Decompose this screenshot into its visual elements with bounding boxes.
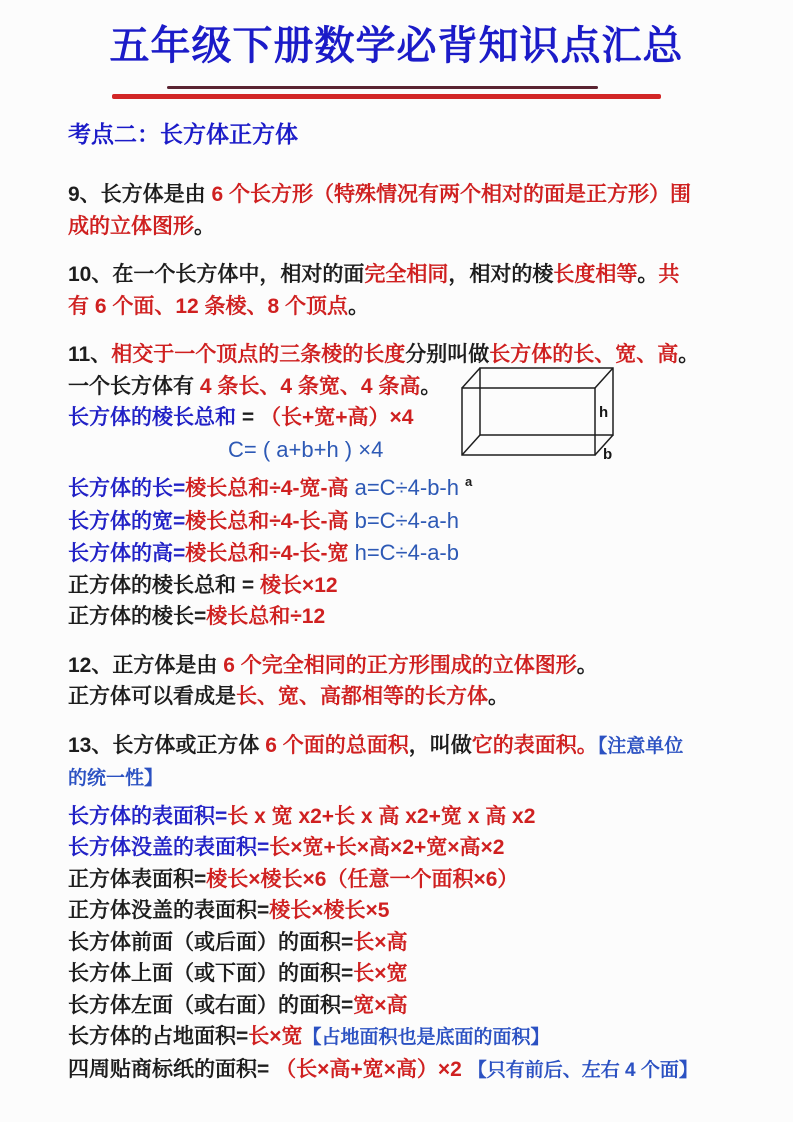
text-span: 长 x 宽 x2+长 x 高 x2+宽 x 高 x2 [227,804,536,828]
text-line [68,371,773,403]
text-span: 长方体的长、宽、高 [489,343,679,366]
text-span: C= ( a+b+h ) ×4 [228,436,384,462]
text-line [68,466,773,505]
text-span: 13、长方体或正方体 [68,733,266,757]
text-span: 长方体的表面积= [68,804,228,828]
text-span: 11、 [68,343,112,366]
text-span: 棱长×棱长×6（任意一个面积×6） [206,867,519,891]
text-line [68,832,773,864]
text-span: 正方体没盖的表面积= [68,899,270,922]
cuboid-label-b: b [603,446,613,463]
text-span: 长、宽、高都相等的长方体 [236,685,488,708]
text-span: ，叫做 [408,733,472,757]
text-span: （长×高+宽×高）×2 [275,1057,468,1081]
text-span: 的统一性】 [68,768,164,789]
text-span: = [241,406,260,429]
text-line [68,927,773,959]
text-span: （长+宽+高）×4 [259,406,414,429]
text-span: 棱长总和÷4-长-宽 [185,542,349,565]
cuboid-diagram [450,360,622,468]
text-line [68,570,773,602]
text-span: a=C÷4-b-h [348,475,459,500]
text-span: 正方体可以看成是 [68,685,236,708]
text-span: 成的立体图形 [68,214,194,238]
cuboid-label-h: h [599,404,609,421]
text-span: 棱长总和÷4-长-高 [185,509,349,533]
text-span: ，相对的棱 [448,263,554,286]
text-line [68,990,773,1022]
text-line [68,601,773,633]
text-span: a [464,474,473,489]
text-span: 长×宽 [353,962,408,985]
text-span: 有 6 个面、12 条棱、8 个顶点 [68,294,349,318]
text-span: 长×宽 [248,1025,303,1048]
text-span: 6 个长方形（特殊情况有两个相对的面是正方形）围 [211,183,692,206]
text-span: 长方体的长= [68,477,186,500]
text-span: 。 [420,374,442,398]
text-span: 6 个面的总面积 [265,733,409,757]
text-span: 。 [348,294,370,318]
text-span: 长方体上面（或下面）的面积= [68,962,354,985]
text-span: 四周贴商标纸的面积= [68,1057,276,1081]
title-underline-thick [112,94,661,99]
text-line [68,259,773,291]
text-span: 长方体的高= [68,542,186,565]
text-span: 棱长×12 [259,573,338,597]
text-line [68,339,773,371]
text-span: 长方体没盖的表面积= [68,836,270,859]
text-span: 一个长方体有 [68,374,200,398]
text-span: 12、正方体是由 [68,653,224,677]
cuboid-edges [462,368,613,455]
text-line [68,402,773,434]
text-span: 正方体的棱长总和 = [68,573,260,597]
block-item-9 [68,179,773,242]
text-span: 长度相等 [553,263,638,286]
text-span: 长方体左面（或右面）的面积= [68,993,354,1017]
document-body [68,179,773,1086]
text-span: 长×宽+长×高×2+宽×高×2 [269,836,505,859]
text-line [68,762,773,795]
text-span: 6 个完全相同的正方形围成的立体图形 [223,653,577,677]
text-span: h=C÷4-a-b [348,540,459,565]
text-span: 长方体的宽= [68,509,186,533]
block-item-10 [68,259,773,322]
text-span: 。 [678,343,700,366]
block-item-13 [68,730,773,795]
text-line [68,1054,773,1087]
title-underline-thin [167,86,598,89]
text-line [68,958,773,990]
text-line [68,291,773,323]
text-line [68,895,773,927]
text-line [68,505,773,538]
text-span: 。 [194,214,215,238]
text-line [68,434,773,467]
text-span: 完全相同 [364,263,449,286]
text-span: 它的表面积。 [471,733,598,757]
text-span: 【只有前后、左右 4 个面】 [467,1059,698,1081]
text-span: 相交于一个顶点的三条棱的长度 [111,343,406,366]
text-span: 正方体表面积= [68,867,207,891]
text-span: 长×高 [353,930,408,954]
text-span: 长方体的占地面积= [68,1025,249,1048]
text-span: 正方体的棱长= [68,605,207,628]
page-title: 五年级下册数学必背知识点汇总 [109,24,684,68]
text-span: 。 [488,685,509,708]
block-formulas [68,801,773,1087]
text-span: b=C÷4-a-h [348,507,459,533]
text-span: 4 条长、4 条宽、4 条高 [199,374,421,398]
text-span: 。 [576,653,598,677]
text-line [68,730,773,763]
text-line [68,537,773,570]
text-span: 棱长×棱长×5 [269,899,390,922]
text-span: 宽×高 [353,993,408,1017]
text-span: 棱长总和÷12 [206,605,326,628]
text-span: 长方体的棱长总和 [68,406,242,429]
text-span: 9、长方体是由 [68,183,212,206]
text-span: 棱长总和÷4-宽-高 [185,477,349,500]
text-line [68,1021,773,1054]
text-span: 【占地面积也是底面的面积】 [302,1027,550,1048]
text-line [68,801,773,833]
text-line [68,179,773,211]
text-line [68,650,773,682]
text-span: 10、在一个长方体中，相对的面 [68,263,365,286]
block-item-12 [68,650,773,713]
block-item-11 [68,339,773,633]
text-line [68,681,773,713]
text-line [68,211,773,243]
text-span: 共 [658,263,680,286]
text-span: 长方体前面（或后面）的面积= [68,930,354,954]
text-span: 【注意单位 [597,735,684,757]
text-span: 分别叫做 [405,343,490,366]
section-heading: 考点二：长方体正方体 [68,121,298,147]
text-line [68,864,773,896]
text-span: 。 [637,263,659,286]
